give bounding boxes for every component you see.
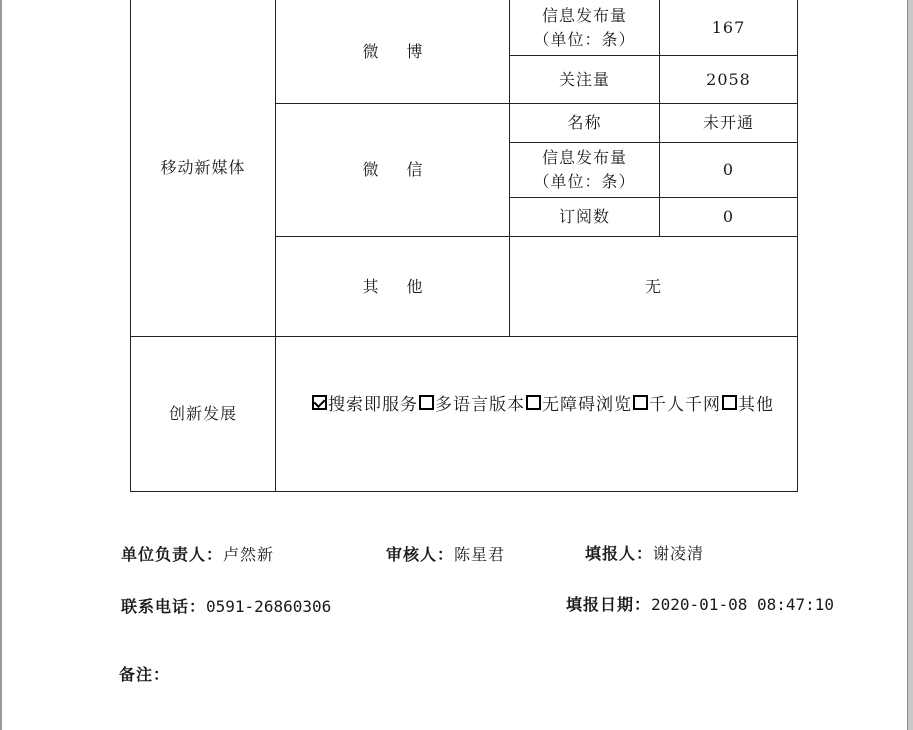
date-label: 填报日期：	[566, 595, 652, 614]
option-multilingual: 多语言版本	[435, 394, 525, 415]
checkbox-search-service[interactable]	[312, 395, 327, 410]
wechat-posts-unit: （单位：条）	[533, 172, 636, 191]
innovation-options	[312, 388, 802, 416]
checkbox-other[interactable]	[722, 395, 737, 410]
option-search-service: 搜索即服务	[328, 394, 418, 415]
option-personalized: 千人千网	[649, 394, 721, 415]
date-value: 2020-01-08 08:47:10	[651, 595, 835, 614]
option-accessible: 无障碍浏览	[542, 394, 632, 415]
unit-head-value: 卢然新	[223, 545, 275, 564]
remarks	[119, 662, 170, 685]
wechat-label: 微信	[362, 160, 451, 179]
wechat-posts-header	[510, 143, 659, 197]
page-edge-right	[907, 0, 913, 730]
filler	[585, 541, 704, 564]
other-label: 其他	[362, 276, 451, 296]
weibo-posts-header	[510, 0, 659, 55]
phone	[121, 594, 331, 617]
wechat-posts-value: 0	[722, 160, 735, 179]
innovation-label: 创新发展	[168, 404, 237, 423]
weibo-followers-label: 关注量	[558, 69, 610, 89]
checkbox-personalized[interactable]	[633, 395, 648, 410]
page-edge-left	[0, 0, 2, 730]
checkbox-multilingual[interactable]	[419, 395, 434, 410]
other-value: 无	[644, 276, 662, 296]
unit-head-label: 单位负责人：	[121, 545, 224, 564]
weibo-label: 微博	[362, 41, 451, 61]
unit-head	[121, 542, 274, 565]
option-other: 其他	[738, 394, 774, 415]
reviewer-label: 审核人：	[386, 545, 455, 564]
phone-label: 联系电话：	[121, 597, 207, 616]
wechat-subscribers-value: 0	[722, 207, 735, 226]
weibo-posts-label: 信息发布量	[541, 5, 627, 25]
mobile-media-label: 移动新媒体	[160, 158, 246, 177]
remarks-label: 备注：	[119, 665, 171, 684]
wechat-name-label: 名称	[567, 113, 602, 132]
weibo-posts-value: 167	[711, 17, 746, 37]
reviewer-value: 陈星君	[454, 545, 506, 564]
phone-value: 0591-26860306	[206, 597, 332, 616]
wechat-posts-label: 信息发布量	[541, 148, 627, 167]
weibo-posts-unit: （单位：条）	[533, 29, 636, 49]
wechat-name-value: 未开通	[702, 113, 754, 132]
filler-label: 填报人：	[585, 544, 654, 563]
weibo-followers-value: 2058	[706, 69, 751, 89]
report-date	[566, 592, 834, 615]
wechat-subscribers-label: 订阅数	[558, 207, 610, 226]
reviewer	[386, 542, 505, 565]
checkbox-accessible[interactable]	[526, 395, 541, 410]
filler-value: 谢凌清	[653, 544, 705, 563]
